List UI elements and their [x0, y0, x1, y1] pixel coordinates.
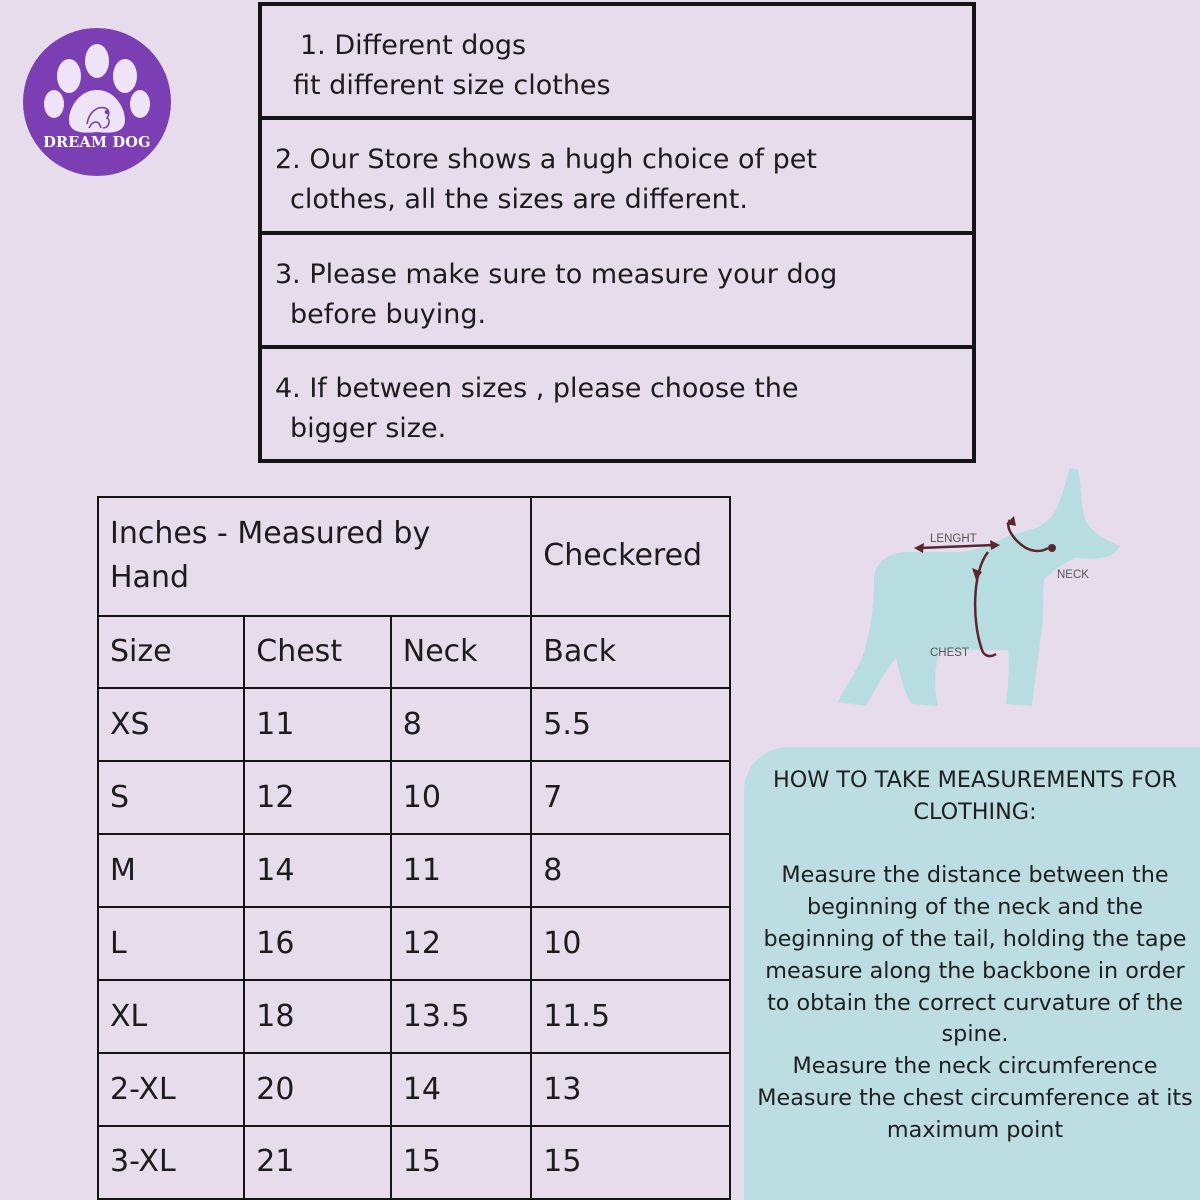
instruction-length: Measure the distance between the beginning of the neck and the beginning of the tail, holding the tape measure along the backbone in order to obtain the correct curvature of the spine.: [763, 862, 1187, 1048]
back-cell: 10: [531, 907, 730, 980]
size-cell: 2-XL: [98, 1053, 244, 1126]
back-cell: 11.5: [531, 980, 730, 1053]
table-row: [98, 980, 730, 1053]
size-cell: 3-XL: [98, 1126, 244, 1199]
table-row: [98, 1126, 730, 1199]
neck-cell: 13.5: [391, 980, 531, 1053]
paw-icon: [23, 28, 171, 176]
brand-name: DREAM DOG: [43, 134, 151, 151]
table-row: [98, 907, 730, 980]
tip-3-line-1: 3. Please make sure to measure your dog: [275, 258, 838, 290]
pattern-cell: Checkered: [531, 497, 730, 616]
chest-label: CHEST: [930, 647, 969, 659]
table-row: [98, 688, 730, 761]
size-chart-table: [97, 496, 731, 1200]
tip-1: [262, 6, 972, 120]
tip-4: [262, 349, 972, 463]
column-header: Neck: [391, 616, 531, 689]
neck-cell: 12: [391, 907, 531, 980]
instruction-neck: Measure the neck circumference: [792, 1053, 1158, 1080]
measurement-instructions: [744, 747, 1200, 1200]
size-cell: L: [98, 907, 244, 980]
length-label: LENGHT: [930, 533, 977, 545]
table-row: [98, 1053, 730, 1126]
column-header: Chest: [244, 616, 391, 689]
chest-cell: 16: [244, 907, 391, 980]
sizing-tips: [258, 2, 976, 463]
back-cell: 8: [531, 834, 730, 907]
tip-2-line-1: 2. Our Store shows a hugh choice of pet: [275, 144, 817, 176]
unit-title-cell: Inches - Measured by Hand: [98, 497, 531, 616]
column-header: Size: [98, 616, 244, 689]
neck-cell: 10: [391, 761, 531, 834]
instructions-heading: HOW TO TAKE MEASUREMENTS FOR CLOTHING:: [772, 767, 1177, 825]
neck-cell: 14: [391, 1053, 531, 1126]
chest-cell: 12: [244, 761, 391, 834]
size-cell: S: [98, 761, 244, 834]
tip-4-line-1: 4. If between sizes , please choose the: [275, 372, 799, 404]
tip-3: [262, 235, 972, 349]
instruction-chest: Measure the chest circumference at its maximum point: [757, 1084, 1193, 1143]
neck-arrow-end: [1048, 544, 1056, 552]
chest-cell: 18: [244, 980, 391, 1053]
chest-cell: 11: [244, 688, 391, 761]
neck-cell: 11: [391, 834, 531, 907]
size-cell: M: [98, 834, 244, 907]
neck-cell: 15: [391, 1126, 531, 1199]
dream-dog-logo: [23, 28, 171, 176]
back-cell: 13: [531, 1053, 730, 1126]
neck-label: NECK: [1057, 569, 1089, 581]
table-row: [98, 834, 730, 907]
table-row: [98, 761, 730, 834]
tip-2-line-2: clothes, all the sizes are different.: [290, 184, 748, 216]
tip-2: [262, 120, 972, 234]
chest-cell: 20: [244, 1053, 391, 1126]
column-header: Back: [531, 616, 730, 689]
tip-4-line-2: bigger size.: [290, 412, 447, 444]
tip-1-line-1: 1. Different dogs: [300, 30, 527, 61]
back-cell: 15: [531, 1126, 730, 1199]
length-arrowhead-left: [914, 543, 924, 553]
dog-measurement-diagram: [830, 462, 1130, 722]
tip-1-line-2: fit different size clothes: [293, 70, 611, 101]
tip-3-line-2: before buying.: [290, 298, 487, 330]
size-cell: XL: [98, 980, 244, 1053]
back-cell: 7: [531, 761, 730, 834]
table-title-row: [98, 497, 730, 616]
chest-cell: 14: [244, 834, 391, 907]
neck-cell: 8: [391, 688, 531, 761]
size-cell: XS: [98, 688, 244, 761]
chest-cell: 21: [244, 1126, 391, 1199]
table-header-row: [98, 616, 730, 689]
back-cell: 5.5: [531, 688, 730, 761]
dog-silhouette: [838, 468, 1120, 706]
